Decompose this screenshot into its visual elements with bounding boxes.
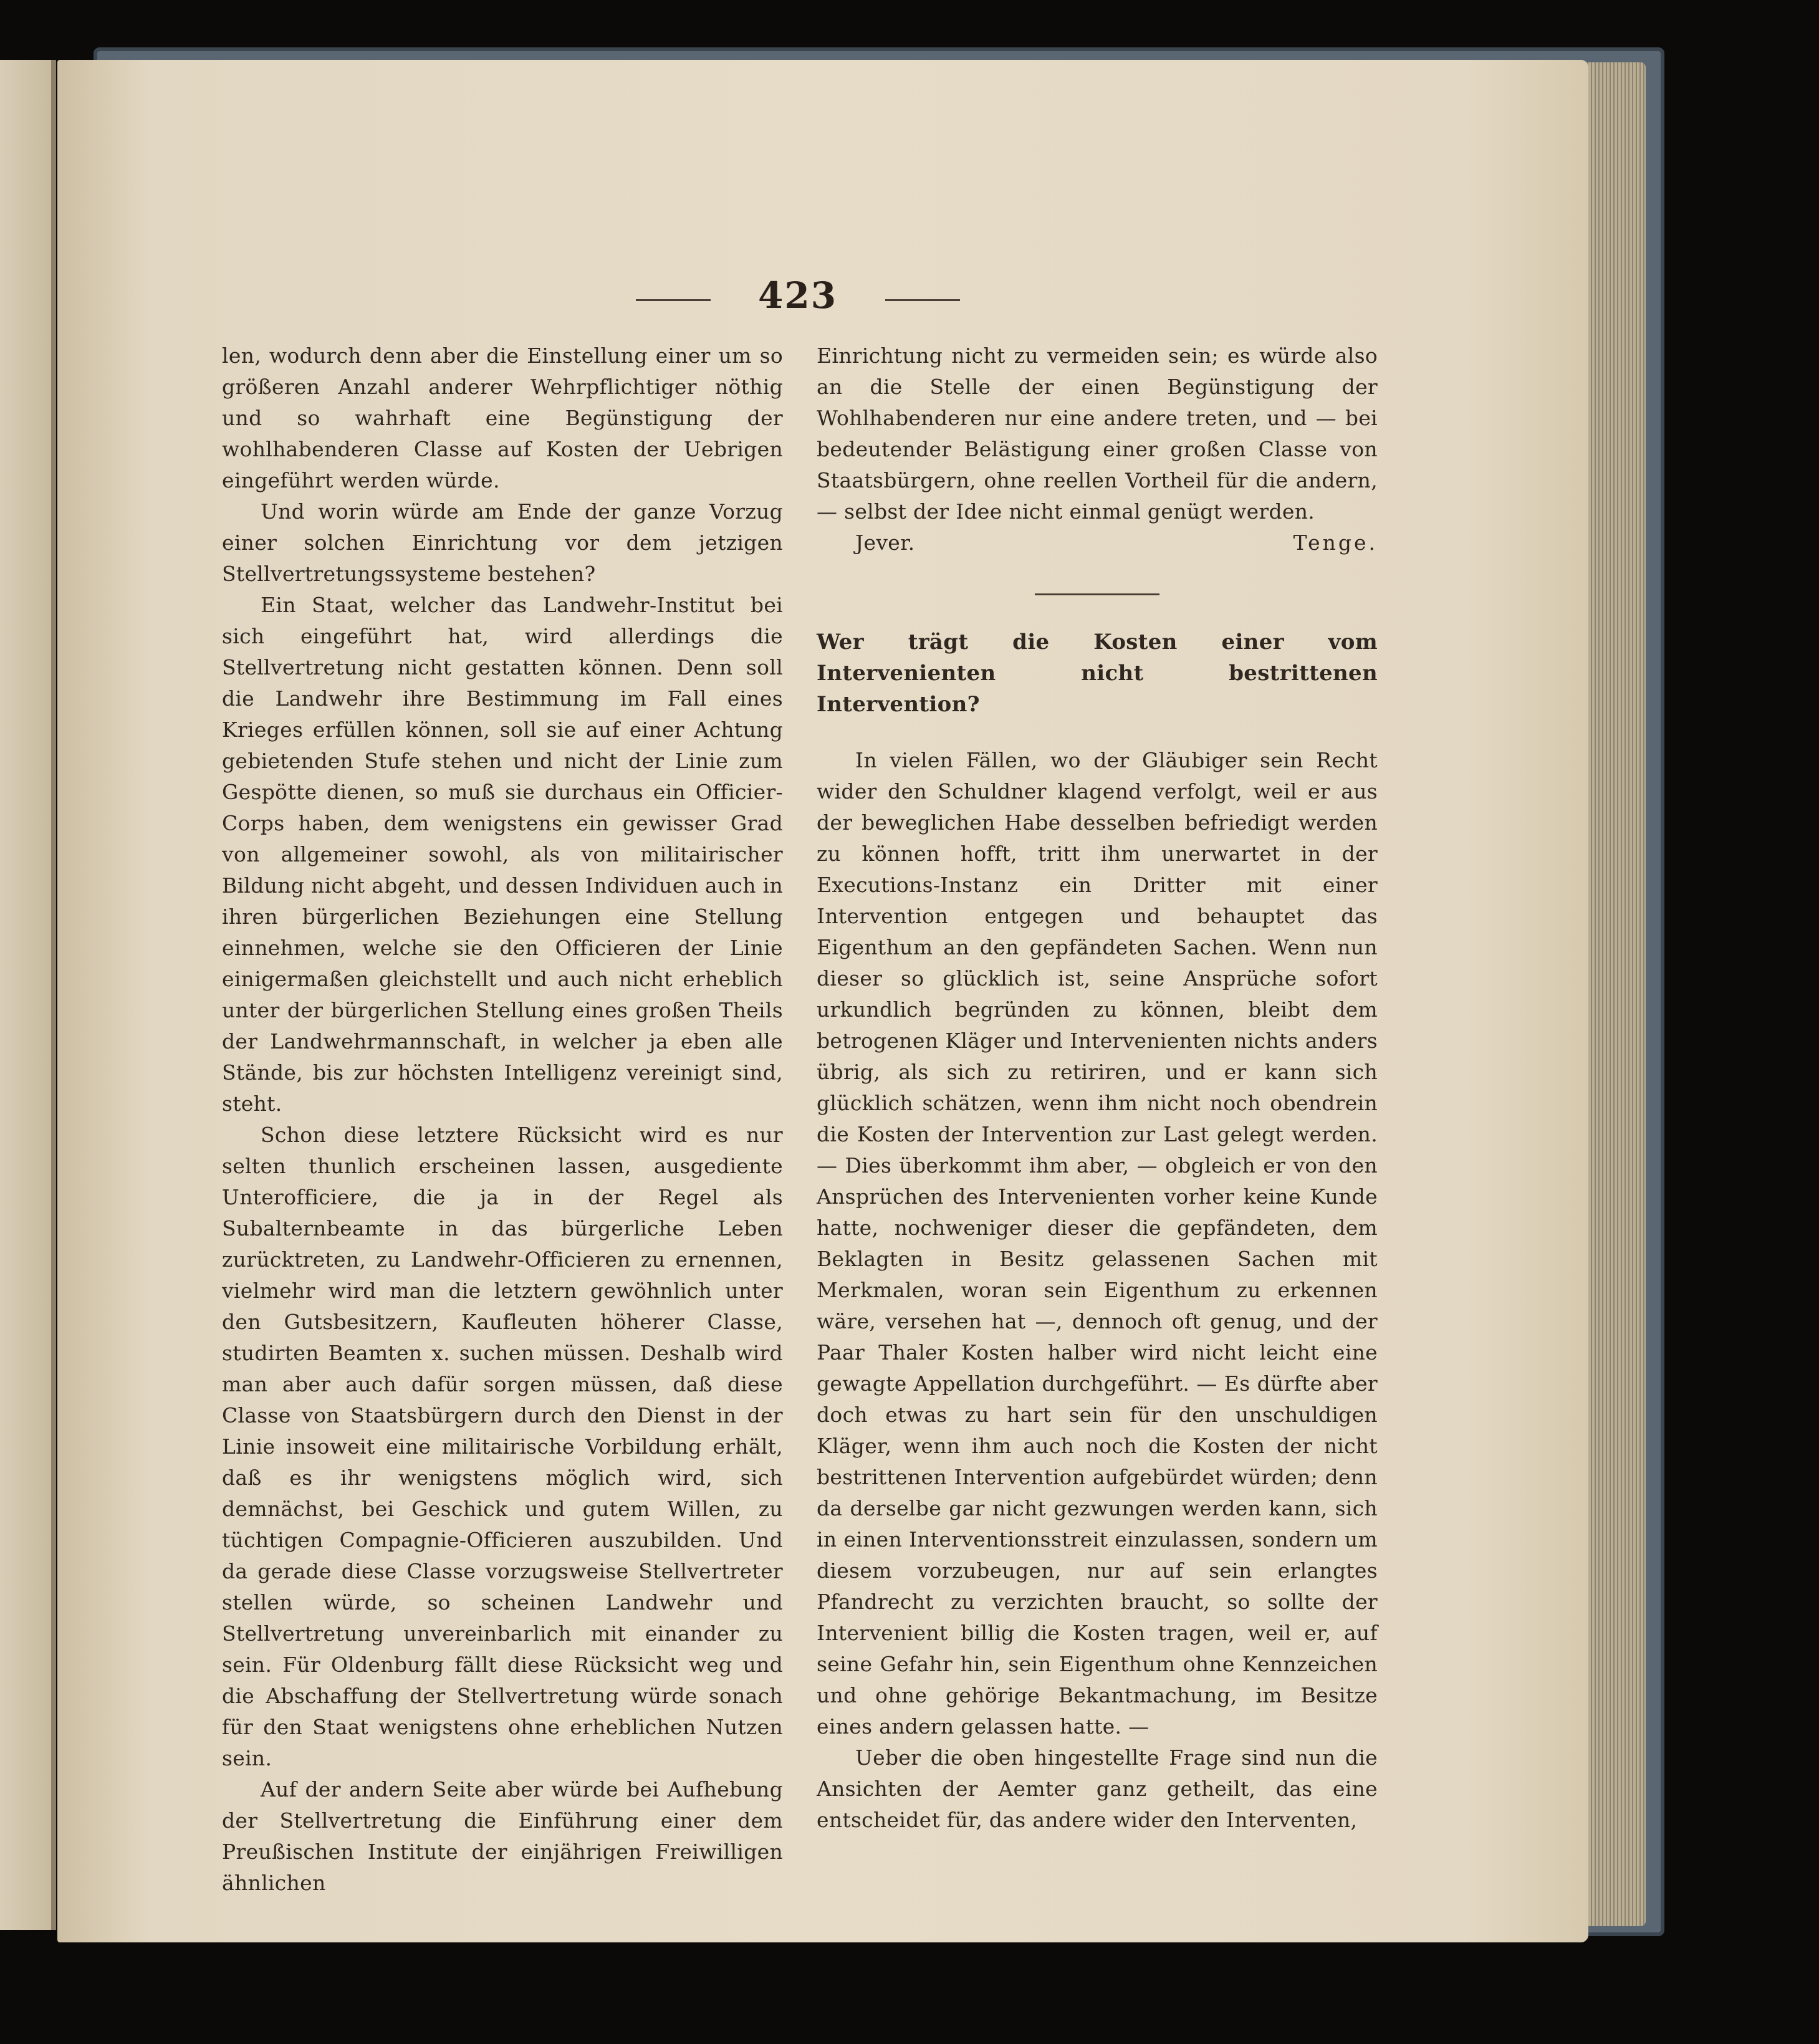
left-paragraph-5: Auf der andern Seite aber würde bei Aufhebung der Stellvertretung die Einführung einer dem Preußischen Institute der einjährigen Freiwilligen ähnlichen bbox=[222, 1777, 783, 1895]
page-number: 423 bbox=[758, 274, 838, 317]
signature-author: Tenge. bbox=[1293, 530, 1378, 555]
left-paragraph-3: Ein Staat, welcher das Landwehr-Institut bei sich eingeführt hat, wird allerdings die Stellvertretung nicht gestatten können. Denn soll die Landwehr ihre Bestimmung im Fall eines Krieges erfüllen können, soll sie auf einer Achtung gebietenden Stufe stehen und nicht der Linie zum Gespötte dienen, so muß sie durchaus ein Officier-Corps haben, dem wenigstens ein gewisser Grad von allgemeiner sowohl, als von militairischer Bildung nicht abgeht, und dessen Individuen auch in ihren bürgerlichen Beziehungen eine Stellung einnehmen, welche sie den Officieren der Linie einigermaßen gleichstellt und auch nicht erheblich unter der bürgerlichen Stellung eines großen Theils der Landwehrmannschaft, in welcher ja eben alle Stände, bis zur höchsten Intelligenz vereinigt sind, steht. bbox=[222, 593, 783, 1116]
page-number-rule-left bbox=[636, 299, 711, 301]
signature-place: Jever. bbox=[855, 530, 915, 555]
signature-line bbox=[817, 527, 1378, 559]
left-paragraph-1: len, wodurch denn aber die Einstellung einer um so größeren Anzahl anderer Wehrpflichtiger nöthig und so wahrhaft eine Begünstigung der wohlhabenderen Classe auf Kosten der Uebrigen eingeführt werden würde. bbox=[222, 343, 783, 492]
left-paragraph-2: Und worin würde am Ende der ganze Vorzug einer solchen Einrichtung vor dem jetzigen Stellvertretungssysteme bestehen? bbox=[222, 499, 783, 586]
article-heading: Wer trägt die Kosten einer vom Intervenienten nicht bestrittenen Intervention? bbox=[817, 630, 1378, 717]
left-paragraph-4: Schon diese letztere Rücksicht wird es nur selten thunlich erscheinen lassen, ausgediente Unterofficiere, die ja in der Regel als Subalternbeamte in das bürgerliche Leben zurücktreten, zu Landwehr-Officieren zu ernennen, vielmehr wird man die letztern gewöhnlich unter den Gutsbesitzern, Kaufleuten höherer Classe, studirten Beamten x. suchen müssen. Deshalb wird man aber auch dafür sorgen müssen, daß diese Classe von Staatsbürgern durch den Dienst in der Linie insoweit eine militairische Vorbildung erhält, daß es ihr wenigstens möglich wird, sich demnächst, bei Geschick und gutem Willen, zu tüchtigen Compagnie-Officieren auszubilden. Und da gerade diese Classe vorzugsweise Stellvertreter stellen würde, so scheinen Landwehr und Stellvertretung unvereinbarlich mit einander zu sein. Für Oldenburg fällt diese Rücksicht weg und die Abschaffung der Stellvertretung würde sonach für den Staat wenigstens ohne erheblichen Nutzen sein. bbox=[222, 1123, 783, 1770]
left-column bbox=[222, 340, 783, 1899]
right-paragraph-1: In vielen Fällen, wo der Gläubiger sein Recht wider den Schuldner klagend verfolgt, weil er aus der beweglichen Habe desselben befriedigt werden zu können hofft, tritt ihm unerwartet in der Executions-Instanz ein Dritter mit einer Intervention entgegen und behauptet das Eigenthum an den gepfändeten Sachen. Wenn nun dieser so glücklich ist, seine Ansprüche sofort urkundlich begründen zu können, bleibt dem betrogenen Kläger und Intervenienten nichts anders übrig, als sich zu retiriren, und er kann sich glücklich schätzen, wenn ihm nicht noch obendrein die Kosten der Intervention zur Last gelegt werden. — Dies überkommt ihm aber, — obgleich er von den Ansprüchen des Intervenienten vorher keine Kunde hatte, nochweniger dieser die gepfändeten, dem Beklagten in Besitz gelassenen Sachen mit Merkmalen, woran sein Eigenthum zu erkennen wäre, versehen hat —, dennoch oft genug, und der Paar Thaler Kosten halber wird nicht leicht eine gewagte Appellation durchgeführt. — Es dürfte aber doch etwas zu hart sein für den unschuldigen Kläger, wenn ihm auch noch die Kosten der nicht bestrittenen Intervention aufgebürdet würden; denn da derselbe gar nicht gezwungen werden kann, sich in einen Interventionsstreit einzulassen, sondern um diesem vorzubeugen, nur auf sein erlangtes Pfandrecht zu verzichten braucht, so sollte der Intervenient billig die Kosten tragen, weil er, auf seine Gefahr hin, sein Eigenthum ohne Kennzeichen und ohne gehörige Bekantmachung, im Besitze eines andern gelassen hatte. — bbox=[817, 748, 1378, 1739]
facing-page-edge bbox=[0, 60, 56, 1930]
right-paragraph-2: Ueber die oben hingestellte Frage sind nun die Ansichten der Aemter ganz getheilt, das eine entscheidet für, das andere wider den Interventen, bbox=[817, 1745, 1378, 1832]
right-continuation: Einrichtung nicht zu vermeiden sein; es würde also an die Stelle der einen Begünstigung der Wohlhabenderen nur eine andere treten, und — bei bedeutender Belästigung einer großen Classe von Staatsbürgern, ohne reellen Vortheil für die andern, — selbst der Idee nicht einmal genügt werden. bbox=[817, 343, 1378, 524]
section-divider bbox=[1035, 593, 1159, 595]
right-column bbox=[817, 340, 1378, 1836]
page-number-rule-right bbox=[885, 299, 960, 301]
